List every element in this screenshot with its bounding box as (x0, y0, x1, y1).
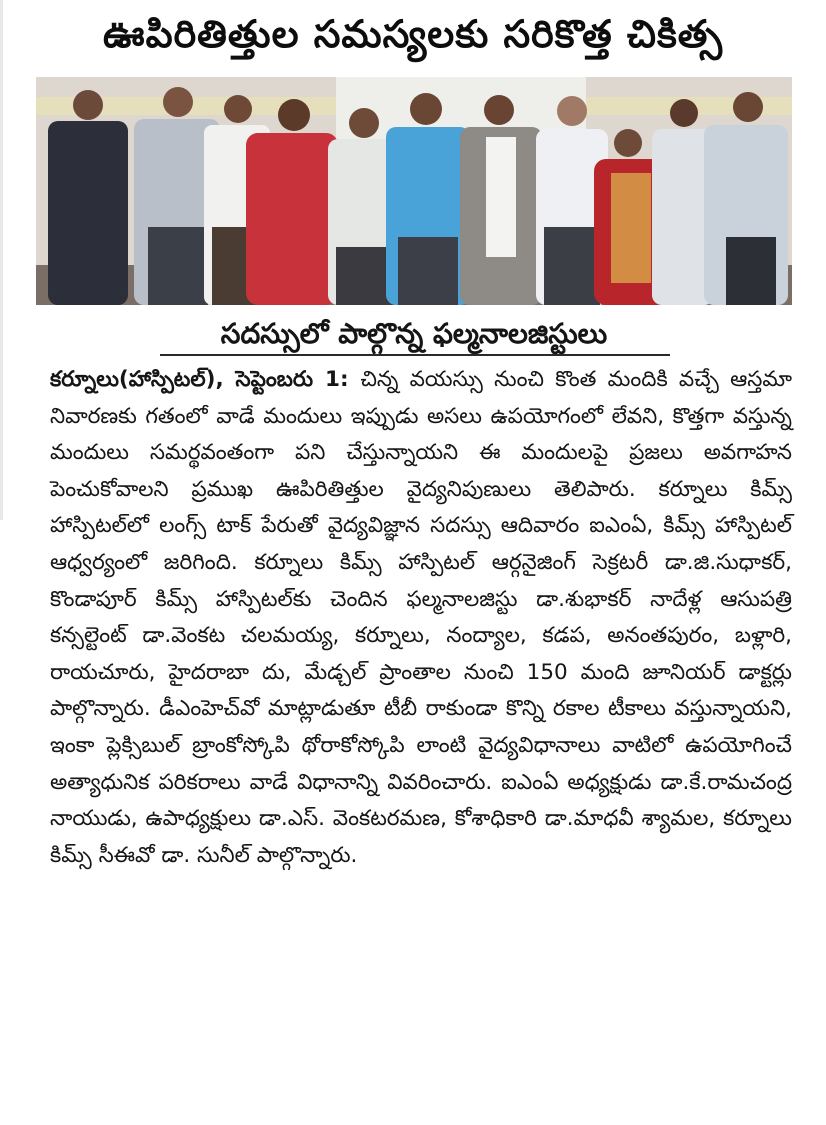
article-body-text: చిన్న వయస్సు నుంచి కొంత మందికి వచ్చే ఆస్తమా నివారణకు గతంలో వాడే మందులు ఇప్పుడు అసలు ఉపయోగంలో లేవని, కొత్తగా వస్తున్న మందులు సమర్థవంతంగా పని చేస్తున్నాయని ఈ మందులపై ప్రజలు అవగాహన పెంచుకోవాలని ప్రముఖ ఊపిరితిత్తుల వైద్యనిపుణులు తెలిపారు. కర్నూలు కిమ్స్ హాస్పిటల్‌లో లంగ్స్ టాక్ పేరుతో వైద్యవిజ్ఞాన సదస్సు ఆదివారం ఐఎంఏ, కిమ్స్ హాస్పిటల్ ఆధ్వర్యంలో జరిగింది. కర్నూలు కిమ్స్ హాస్పిటల్ ఆర్గనైజింగ్ సెక్రటరీ డా.జి.సుధాకర్, కొండాపూర్ కిమ్స్ హాస్పిటల్‌కు చెందిన ఫల్మనాలజిస్టు డా.శుభాకర్ నాదేళ్ల ఆసుపత్రి కన్సల్టెంట్ డా.వెంకట చలమయ్య, కర్నూలు, నంద్యాల, కడప, అనంతపురం, బళ్లారి, రాయచూరు, హైదరాబా దు, మేడ్చల్ ప్రాంతాల నుంచి 150 మంది జూనియర్ డాక్టర్లు పాల్గొన్నారు. డీఎంహెచ్‌వో మాట్లాడుతూ టీబీ రాకుండా కొన్ని రకాల టీకాలు వస్తున్నాయని, ఇంకా ప్లెక్సిబుల్ బ్రాంకోస్కోపి థోరాకోస్కోపి లాంటి వైద్యవిధానాలు వాటిలో ఉపయోగించే అత్యాధునిక పరికరాలు వాడే విధానాన్ని వివరించారు. ఐఎంఏ అధ్యక్షుడు డా.కే.రామచంద్ర నాయుడు, ఉపాధ్యక్షులు డా.ఎస్. వెంకటరమణ, కోశాధికారి డా.మాధవీ శ్యామల, కర్నూలు కిమ్స్ సీఈవో డా. సునీల్ పాల్గొన్నారు. (50, 367, 792, 868)
photo-caption: సదస్సులో పాల్గొన్న ఫల్మనాలజిస్టులు (220, 317, 608, 350)
article-photo (36, 77, 792, 305)
people-group (48, 87, 788, 305)
caption-divider (160, 354, 670, 356)
page-edge (0, 0, 3, 520)
article-headline: ఊపిరితిత్తుల సమస్యలకు సరికొత్త చికిత్స (102, 12, 723, 56)
article-body (50, 362, 792, 874)
article-dateline: కర్నూలు(హాస్పిటల్), సెప్టెంబరు 1: (50, 367, 361, 392)
